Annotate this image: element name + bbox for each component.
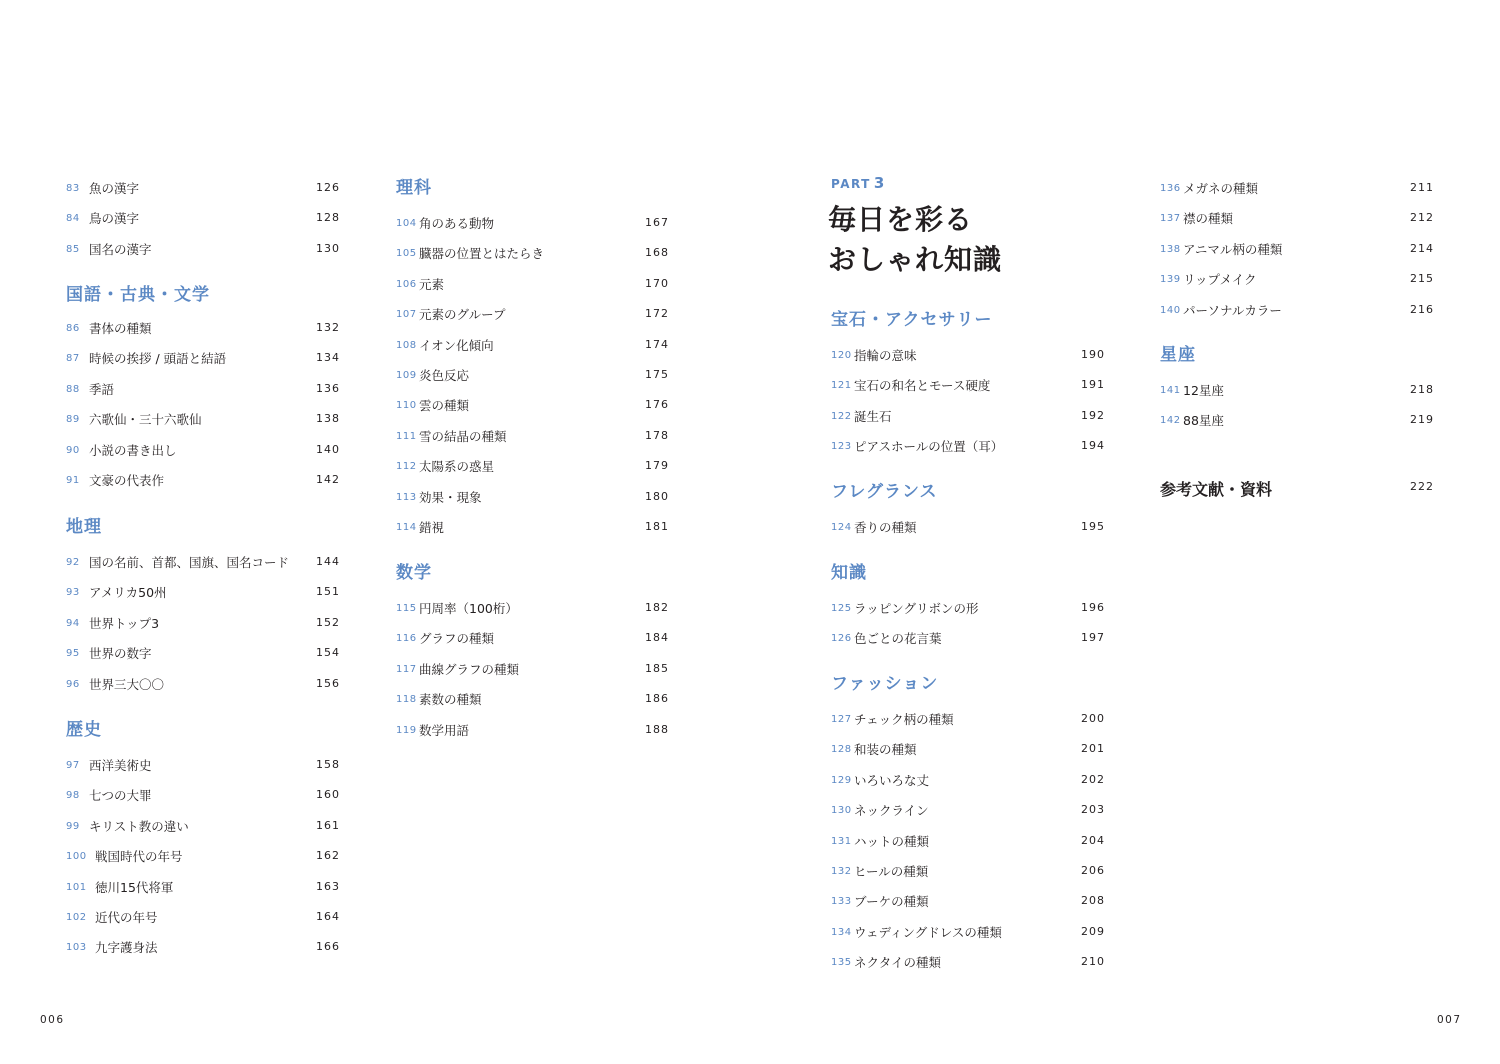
toc-entry [831,950,1105,980]
entry-title: 魚の漢字 [89,181,140,196]
section-fragrance [831,482,1105,545]
entry-page: 219 [1410,413,1434,427]
entry-title: 指輪の意味 [854,348,917,363]
entry-number: 99 [66,820,80,832]
section-title: 歴史 [66,720,102,740]
entry-title: 香りの種類 [854,520,917,535]
entry-title: 九字護身法 [95,940,158,956]
entry-title: 徳川15代将軍 [95,879,174,895]
entry-number: 84 [66,213,80,225]
entry-page: 212 [1410,211,1434,225]
entry-title: 太陽系の惑星 [419,459,495,475]
toc-entry [396,515,669,545]
entry-number: 109 [396,369,417,381]
toc-entry [1160,298,1434,328]
section-chiri [66,517,340,702]
reference-label: 参考文献・資料 [1160,480,1273,499]
entry-title: 世界三大〇〇 [89,676,165,692]
entry-page: 170 [645,276,669,290]
entry-number: 93 [66,587,80,599]
entry-page: 154 [316,646,340,660]
entry-page: 182 [645,601,669,614]
entry-page: 152 [316,615,340,629]
section-rekishi [66,720,340,966]
toc-entry [1160,408,1434,438]
entry-title: 西洋美術史 [89,758,152,773]
entry-number: 89 [66,414,80,426]
entry-title: 書体の種類 [89,321,152,336]
entry-page: 202 [1081,772,1105,786]
toc-entry [66,346,340,376]
entry-page: 178 [645,428,669,442]
entry-page: 197 [1081,631,1105,645]
entry-number: 130 [831,805,852,817]
entry-title: 時候の挨拶 / 頭語と結語 [89,351,227,367]
entry-title: 誕生石 [854,408,892,424]
toc-entry [66,438,340,468]
toc-entry [1160,267,1434,297]
toc-entry [66,905,340,935]
toc-entry [396,718,669,748]
entry-page: 132 [316,321,340,334]
entry-number: 126 [831,633,852,645]
entry-number: 121 [831,380,852,392]
entry-number: 92 [66,557,80,568]
entry-number: 137 [1160,213,1181,225]
entry-number: 135 [831,957,852,969]
toc-entry [66,206,340,236]
reference-entry [1160,477,1434,500]
entry-page: 180 [645,489,669,503]
section-title: 知識 [831,563,867,583]
entry-number: 119 [396,724,417,736]
toc-entry [1160,237,1434,267]
section-continued-kanji [66,176,340,267]
entry-page: 194 [1081,439,1105,453]
entry-page: 130 [316,241,340,255]
entry-number: 116 [396,633,417,645]
toc-entry [831,920,1105,950]
toc-entry [66,377,340,407]
entry-page: 144 [316,555,340,568]
entry-page: 136 [316,381,340,395]
section-title: フレグランス [831,482,938,502]
entry-title: 鳥の漢字 [89,211,140,227]
entry-number: 141 [1160,385,1181,396]
entry-page: 134 [316,351,340,365]
toc-entry [1160,206,1434,236]
toc-entry [831,596,1105,626]
entry-number: 104 [396,218,417,229]
entry-title: グラフの種類 [419,631,495,647]
entry-page: 164 [316,909,340,923]
entry-title: ウェディングドレスの種類 [854,924,1002,940]
entry-title: 和装の種類 [854,742,917,758]
entry-number: 117 [396,663,417,675]
entry-title: 襟の種類 [1183,211,1234,227]
section-hoseki [831,310,1105,465]
entry-number: 108 [396,339,417,351]
toc-entry [831,798,1105,828]
toc-entry [66,550,340,580]
entry-page: 208 [1081,894,1105,908]
entry-number: 124 [831,522,852,533]
entry-page: 201 [1081,742,1105,756]
entry-title: ネクタイの種類 [854,955,942,971]
section-rika [396,178,669,545]
entry-number: 123 [831,441,852,453]
toc-entry [396,272,669,302]
entry-number: 83 [66,183,80,194]
entry-page: 167 [645,216,669,229]
entry-title: 素数の種類 [419,692,482,708]
entry-page: 138 [316,412,340,426]
toc-entry [396,687,669,717]
entry-page: 203 [1081,803,1105,817]
toc-entry [66,753,340,783]
toc-entry [831,515,1105,545]
toc-entry [831,343,1105,373]
toc-entry [396,454,669,484]
toc-entry [396,424,669,454]
toc-entry [396,363,669,393]
section-title: 星座 [1160,345,1196,365]
entry-number: 134 [831,926,852,938]
entry-title: 曲線グラフの種類 [419,661,520,677]
entry-page: 191 [1081,378,1105,392]
entry-title: 12星座 [1183,383,1224,398]
entry-title: 角のある動物 [419,216,495,231]
entry-page: 186 [645,692,669,706]
entry-page: 126 [316,181,340,194]
toc-entry [831,404,1105,434]
entry-number: 138 [1160,243,1181,255]
entry-page: 215 [1410,272,1434,286]
entry-page: 151 [316,585,340,599]
section-continued-fashion [1160,176,1434,328]
entry-title: リップメイク [1183,272,1257,288]
entry-title: 世界の数字 [89,646,152,662]
entry-title: 数学用語 [419,722,470,738]
entry-page: 166 [316,940,340,954]
entry-title: 国名の漢字 [89,241,152,257]
entry-title: 国の名前、首都、国旗、国名コード [89,555,290,570]
entry-page: 200 [1081,712,1105,725]
entry-title: 錯視 [419,519,445,535]
entry-page: 156 [316,676,340,690]
entry-page: 168 [645,246,669,260]
section-title: 理科 [396,178,432,198]
toc-entry [66,641,340,671]
entry-number: 132 [831,865,852,877]
entry-page: 128 [316,211,340,225]
entry-title: 文豪の代表作 [89,472,165,488]
entry-title: チェック柄の種類 [854,712,954,727]
toc-entry [66,814,340,844]
entry-page: 174 [645,337,669,351]
part-title-line-1: 毎日を彩る [828,203,974,236]
entry-title: 戦国時代の年号 [95,849,183,865]
entry-page: 209 [1081,924,1105,938]
entry-page: 162 [316,849,340,863]
entry-number: 136 [1160,183,1181,194]
toc-entry [1160,378,1434,408]
entry-title: イオン化傾向 [419,337,494,353]
toc-entry [831,889,1105,919]
toc-entry [831,373,1105,403]
entry-number: 110 [396,400,417,412]
toc-entry [66,468,340,498]
entry-number: 140 [1160,304,1181,316]
entry-number: 87 [66,353,80,365]
entry-page: 142 [316,472,340,486]
entry-number: 94 [66,617,80,629]
entry-page: 140 [316,442,340,456]
part-title [828,200,1002,280]
entry-number: 129 [831,774,852,786]
part-label-text: PART [831,177,871,191]
toc-entry [831,707,1105,737]
entry-number: 97 [66,760,80,771]
entry-number: 107 [396,309,417,321]
section-title: ファッション [831,674,939,694]
entry-title: ヒールの種類 [854,863,929,879]
entry-page: 175 [645,367,669,381]
entry-title: 元素のグループ [419,307,506,323]
toc-entry [831,737,1105,767]
entry-number: 102 [66,911,87,923]
entry-title: 雲の種類 [419,398,470,414]
toc-entry [396,626,669,656]
entry-title: 88星座 [1183,413,1224,429]
part-title-line-2: おしゃれ知識 [828,243,1003,276]
entry-page: 160 [316,788,340,802]
toc-entry [66,611,340,641]
toc-entry [66,237,340,267]
folio-left: 006 [40,1014,65,1026]
entry-number: 122 [831,410,852,422]
entry-number: 139 [1160,274,1181,286]
toc-entry [831,434,1105,464]
section-chishiki [831,563,1105,657]
entry-number: 133 [831,896,852,908]
entry-page: 158 [316,758,340,771]
entry-page: 216 [1410,302,1434,316]
entry-page: 192 [1081,408,1105,422]
entry-page: 163 [316,879,340,893]
entry-page: 210 [1081,955,1105,969]
entry-title: 円周率（100桁） [419,601,518,616]
entry-page: 204 [1081,833,1105,847]
entry-title: 臓器の位置とはたらき [419,246,545,262]
entry-number: 131 [831,835,852,847]
entry-number: 101 [66,881,87,893]
toc-entry [66,783,340,813]
entry-title: メガネの種類 [1183,181,1259,196]
toc-entry [66,176,340,206]
entry-number: 106 [396,278,417,290]
section-seiza [1160,345,1434,439]
section-fashion [831,674,1105,981]
entry-page: 188 [645,722,669,736]
entry-number: 111 [396,430,417,442]
toc-entry [66,844,340,874]
entry-page: 211 [1410,181,1434,194]
toc-entry [831,859,1105,889]
section-title: 数学 [396,563,432,583]
entry-number: 142 [1160,415,1181,427]
entry-title: ネックライン [854,803,929,819]
entry-title: 小説の書き出し [89,442,177,458]
entry-title: 世界トップ3 [89,615,160,631]
entry-title: ピアスホールの位置（耳） [854,439,1004,455]
entry-number: 90 [66,444,80,456]
toc-entry [831,768,1105,798]
toc-entry [396,302,669,332]
entry-page: 184 [645,631,669,645]
entry-title: 宝石の和名とモース硬度 [854,378,991,394]
entry-title: 七つの大罪 [89,788,152,804]
entry-page: 181 [645,519,669,533]
entry-title: アニマル柄の種類 [1183,241,1283,257]
toc-entry [66,875,340,905]
toc-entry [66,580,340,610]
entry-number: 114 [396,521,417,533]
entry-number: 125 [831,603,852,614]
entry-title: 季語 [89,381,115,397]
entry-number: 115 [396,603,417,614]
entry-number: 112 [396,461,417,473]
entry-title: アメリカ50州 [89,585,167,601]
toc-entry [831,829,1105,859]
section-title: 宝石・アクセサリー [831,310,993,330]
folio-right: 007 [1437,1014,1462,1026]
entry-page: 218 [1410,383,1434,396]
entry-page: 185 [645,661,669,675]
entry-page: 190 [1081,348,1105,361]
part-label [831,174,886,192]
entry-title: ブーケの種類 [854,894,929,910]
entry-title: 色ごとの花言葉 [854,631,942,647]
entry-number: 120 [831,350,852,361]
toc-entry [66,672,340,702]
entry-title: 効果・現象 [419,489,482,505]
entry-number: 85 [66,243,80,255]
toc-entry [396,393,669,423]
entry-title: 近代の年号 [95,909,158,925]
entry-page: 172 [645,307,669,321]
entry-title: 雪の結晶の種類 [419,428,507,444]
entry-number: 91 [66,474,80,486]
toc-entry [66,407,340,437]
toc-entry [396,241,669,271]
entry-page: 176 [645,398,669,412]
entry-number: 127 [831,714,852,725]
entry-title: 炎色反応 [419,367,470,383]
entry-page: 206 [1081,863,1105,877]
section-title: 地理 [66,517,102,537]
entry-number: 96 [66,678,80,690]
entry-number: 88 [66,383,80,395]
toc-entry [66,316,340,346]
entry-page: 179 [645,459,669,473]
entry-title: パーソナルカラー [1183,302,1282,318]
entry-title: ラッピングリボンの形 [854,601,979,616]
entry-title: 六歌仙・三十六歌仙 [89,412,202,428]
toc-entry [831,626,1105,656]
section-sugaku [396,563,669,748]
entry-page: 214 [1410,241,1434,255]
entry-page: 196 [1081,601,1105,614]
section-kokugo [66,285,340,498]
entry-title: 元素 [419,276,445,292]
toc-entry [66,935,340,965]
entry-number: 103 [66,942,87,954]
reference-page: 222 [1410,480,1434,493]
entry-title: ハットの種類 [854,833,930,849]
entry-number: 98 [66,790,80,802]
entry-number: 113 [396,491,417,503]
toc-entry [396,485,669,515]
toc-entry [396,596,669,626]
entry-page: 161 [316,818,340,832]
entry-number: 100 [66,851,87,863]
entry-number: 105 [396,248,417,260]
entry-number: 128 [831,744,852,756]
toc-entry [396,657,669,687]
entry-number: 118 [396,694,417,706]
toc-entry [396,211,669,241]
part-number: 3 [873,174,886,192]
entry-page: 195 [1081,520,1105,533]
section-title: 国語・古典・文学 [66,285,210,305]
entry-number: 86 [66,323,80,334]
entry-title: キリスト教の違い [89,818,189,834]
entry-title: いろいろな丈 [854,772,930,788]
entry-number: 95 [66,648,80,660]
toc-entry [396,333,669,363]
toc-entry [1160,176,1434,206]
